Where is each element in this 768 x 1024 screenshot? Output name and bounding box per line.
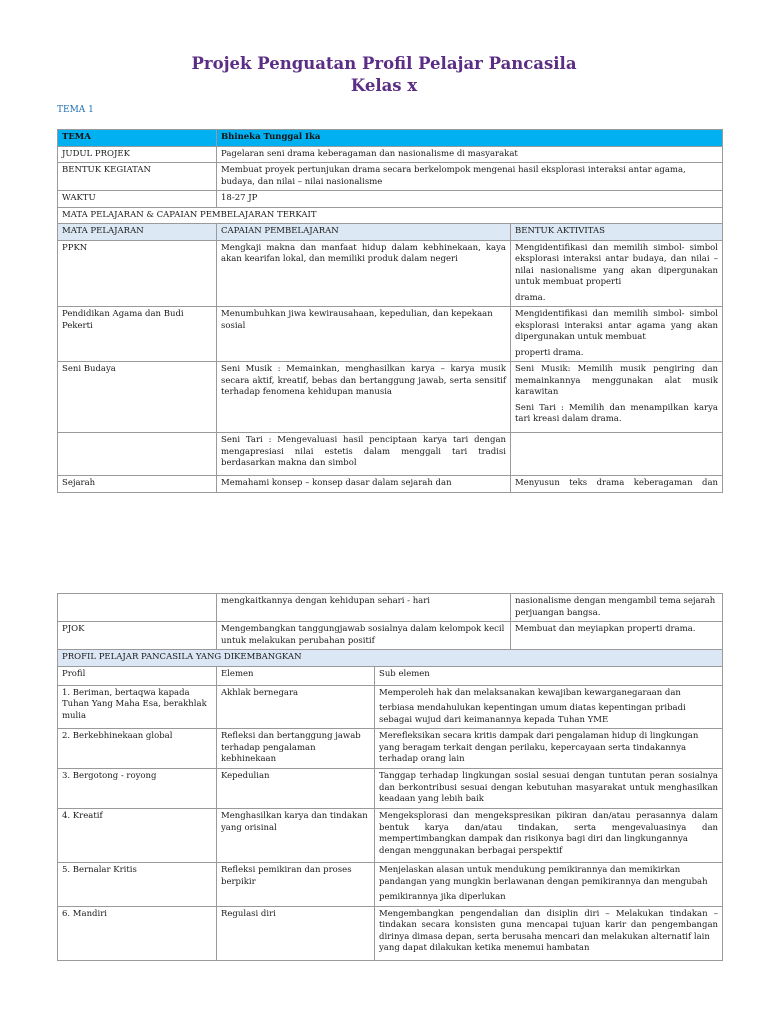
subelemen-cell	[375, 729, 723, 769]
waktu-value: 18-27 JP	[217, 191, 723, 208]
mapel-section-row	[58, 207, 723, 224]
subelemen-text: yang dapat dilakukan ketika menemui hambatan	[379, 943, 590, 953]
mapel-header-row	[58, 224, 723, 241]
subelemen-cell	[375, 863, 723, 907]
subelemen-text: dengan menggunakan berbagai perspektif	[379, 845, 563, 856]
profil-row	[58, 729, 723, 769]
mapel-cell	[58, 594, 217, 622]
profil-section-row	[58, 650, 723, 667]
profil-row	[58, 809, 723, 863]
cp-header: CAPAIAN PEMBELAJARAN	[217, 224, 511, 241]
elemen-cell: Regulasi diri	[217, 906, 375, 960]
profil-header: Profil	[58, 666, 217, 685]
profil-cell: 4. Kreatif	[58, 809, 217, 863]
bentuk-value: Membuat proyek pertunjukan drama secara berkelompok mengenai hasil eksplorasi interaksi antar agama, budaya, dan nilai – nilai nasionalisme	[217, 163, 723, 191]
mapel-row	[58, 433, 723, 476]
subelemen-text: terbiasa mendahulukan kepentingan umum diatas kepentingan pribadi sebagai wujud dari keimanannya kepada Tuhan YME	[379, 703, 686, 725]
aktivitas-text: Menyusun teks drama keberagaman dan	[515, 478, 718, 488]
tema-row	[58, 130, 723, 147]
judul-value: Pagelaran seni drama keberagaman dan nasionalisme di masyarakat	[217, 146, 723, 163]
tema-label: TEMA 1	[57, 105, 94, 115]
cp-cell: Seni Tari : Mengevaluasi hasil penciptaan karya tari dengan mengapresiasi nilai estetis dalam menggali tari tradisi berdasarkan makna dan simbol	[217, 433, 511, 476]
cp-cell: Memahami konsep – konsep dasar dalam sejarah dan	[217, 476, 511, 493]
subelemen-cell: Tanggap terhadap lingkungan sosial sesuai dengan tuntutan peran sosialnya dan berkontribusi sesuai dengan kebutuhan masyarakat untuk menghasilkan keadaan yang lebih baik	[375, 769, 723, 809]
aktivitas-cell	[511, 240, 723, 307]
profil-row	[58, 769, 723, 809]
profil-section-title: PROFIL PELAJAR PANCASILA YANG DIKEMBANGKAN	[58, 650, 723, 667]
tema-key: TEMA	[58, 130, 217, 147]
aktivitas-cell	[511, 433, 723, 476]
cp-cell: Seni Musik : Memainkan, menghasilkan karya – karya musik secara aktif, kreatif, bebas dan bertanggung jawab, serta sensitif terhadap fenomena kehidupan manusia	[217, 362, 511, 433]
cp-cell: mengkaitkannya dengan kehidupan sehari - hari	[217, 594, 511, 622]
mapel-row	[58, 594, 723, 622]
mapel-cell: PPKN	[58, 240, 217, 307]
elemen-cell: Menghasilkan karya dan tindakan yang orisinal	[217, 809, 375, 863]
subelemen-text: pemikirannya jika diperlukan	[379, 892, 506, 902]
document-title: Projek Penguatan Profil Pelajar Pancasila	[191, 54, 577, 73]
cp-cell: Menumbuhkan jiwa kewirausahaan, kepedulian, dan kepekaan sosial	[217, 307, 511, 362]
subelemen-cell	[375, 685, 723, 729]
subelemen-cell	[375, 809, 723, 863]
subelemen-header: Sub elemen	[375, 666, 723, 685]
cp-cell: Mengkaji makna dan manfaat hidup dalam kebhinekaan, kaya akan kearifan lokal, dan memiliki produk dalam negeri	[217, 240, 511, 307]
mapel-cell: Seni Budaya	[58, 362, 217, 433]
mapel-cell: Sejarah	[58, 476, 217, 493]
subelemen-text: Mengembangkan pengendalian dan disiplin diri – Melakukan tindakan – tindakan secara konsisten guna mencapai tujuan karir dan pengembangan dirinya dimasa depan, serta berusaha mencari dan melakukan alternatif lain	[379, 908, 718, 942]
mapel-cell: Pendidikan Agama dan Budi Pekerti	[58, 307, 217, 362]
mapel-header: MATA PELAJARAN	[58, 224, 217, 241]
aktivitas-text: Seni Musik: Memilih musik pengiring dan memainkannya menggunakan alat musik karawitan	[515, 364, 718, 397]
project-table-part2	[57, 593, 723, 961]
profil-cell: 2. Berkebhinekaan global	[58, 729, 217, 769]
elemen-header: Elemen	[217, 666, 375, 685]
mapel-row	[58, 622, 723, 650]
bentuk-key: BENTUK KEGIATAN	[58, 163, 217, 191]
mapel-cell	[58, 433, 217, 476]
profil-cell: 5. Bernalar Kritis	[58, 863, 217, 907]
mapel-row	[58, 240, 723, 307]
profil-cell: 3. Bergotong - royong	[58, 769, 217, 809]
elemen-cell: Kepedulian	[217, 769, 375, 809]
subelemen-text: Merefleksikan secara kritis dampak dari pengalaman hidup di lingkungan	[379, 731, 699, 741]
aktivitas-text: Seni Tari : Memilih dan menampilkan karya tari kreasi dalam drama.	[515, 402, 718, 424]
judul-key: JUDUL PROJEK	[58, 146, 217, 163]
aktivitas-cell	[511, 362, 723, 433]
elemen-cell: Refleksi pemikiran dan proses berpikir	[217, 863, 375, 907]
subelemen-text: yang beragam terkait dengan perilaku, kepercayaan serta tindakannya terhadap orang lain	[379, 742, 687, 764]
aktivitas-cell	[511, 307, 723, 362]
elemen-cell: Refleksi dan bertanggung jawab terhadap pengalaman kebhinekaan	[217, 729, 375, 769]
project-table-part1	[57, 129, 723, 493]
waktu-key: WAKTU	[58, 191, 217, 208]
elemen-cell: Akhlak bernegara	[217, 685, 375, 729]
mapel-row	[58, 476, 723, 493]
tema-value: Bhineka Tunggal Ika	[217, 130, 723, 147]
document-subtitle: Kelas x	[350, 76, 418, 95]
profil-row	[58, 906, 723, 960]
profil-header-row	[58, 666, 723, 685]
aktivitas-cell	[511, 476, 723, 493]
mapel-row	[58, 362, 723, 433]
aktivitas-cell: Membuat dan meyiapkan properti drama.	[511, 622, 723, 650]
profil-row	[58, 685, 723, 729]
subelemen-text: Memperoleh hak dan melaksanakan kewajiban kewarganegaraan dan	[379, 687, 681, 698]
mapel-cell: PJOK	[58, 622, 217, 650]
cp-cell: Mengembangkan tanggungjawab sosialnya dalam kelompok kecil untuk melakukan perubahan positif	[217, 622, 511, 650]
subelemen-text: Mengeksplorasi dan mengekspresikan pikiran dan/atau perasannya dalam bentuk karya dan/atau tindakan, serta mengevaluasinya dan mempertimbangkan dampak dan risikonya bagi diri dan lingkungannya	[379, 811, 718, 844]
profil-cell: 1. Beriman, bertaqwa kapada Tuhan Yang Maha Esa, berakhlak mulia	[58, 685, 217, 729]
subelemen-cell	[375, 906, 723, 960]
profil-cell: 6. Mandiri	[58, 906, 217, 960]
mapel-section-title: MATA PELAJARAN & CAPAIAN PEMBELAJARAN TERKAIT	[58, 207, 723, 224]
aktivitas-cell: nasionalisme dengan mengambil tema sejarah perjuangan bangsa.	[511, 594, 723, 622]
judul-row	[58, 146, 723, 163]
aktivitas-text: drama.	[515, 292, 546, 303]
aktivitas-text: Mengidentifikasi dan memilih simbol- simbol eksplorasi interaksi antar agama yang akan dipergunakan untuk membuat	[515, 309, 718, 342]
aktivitas-header: BENTUK AKTIVITAS	[511, 224, 723, 241]
aktivitas-text: properti drama.	[515, 347, 584, 358]
aktivitas-text: Mengidentifikasi dan memilih simbol- simbol eksplorasi interaksi antar budaya, dan nilai – nilai nasionalisme yang akan dipergunakan untuk membuat properti	[515, 242, 718, 287]
subelemen-text: Menjelaskan alasan untuk mendukung pemikirannya dan memikirkan pandangan yang mungkin berlawanan dengan pemikirannya dan mengubah	[379, 865, 708, 887]
profil-row	[58, 863, 723, 907]
bentuk-row	[58, 163, 723, 191]
mapel-row	[58, 307, 723, 362]
waktu-row	[58, 191, 723, 208]
